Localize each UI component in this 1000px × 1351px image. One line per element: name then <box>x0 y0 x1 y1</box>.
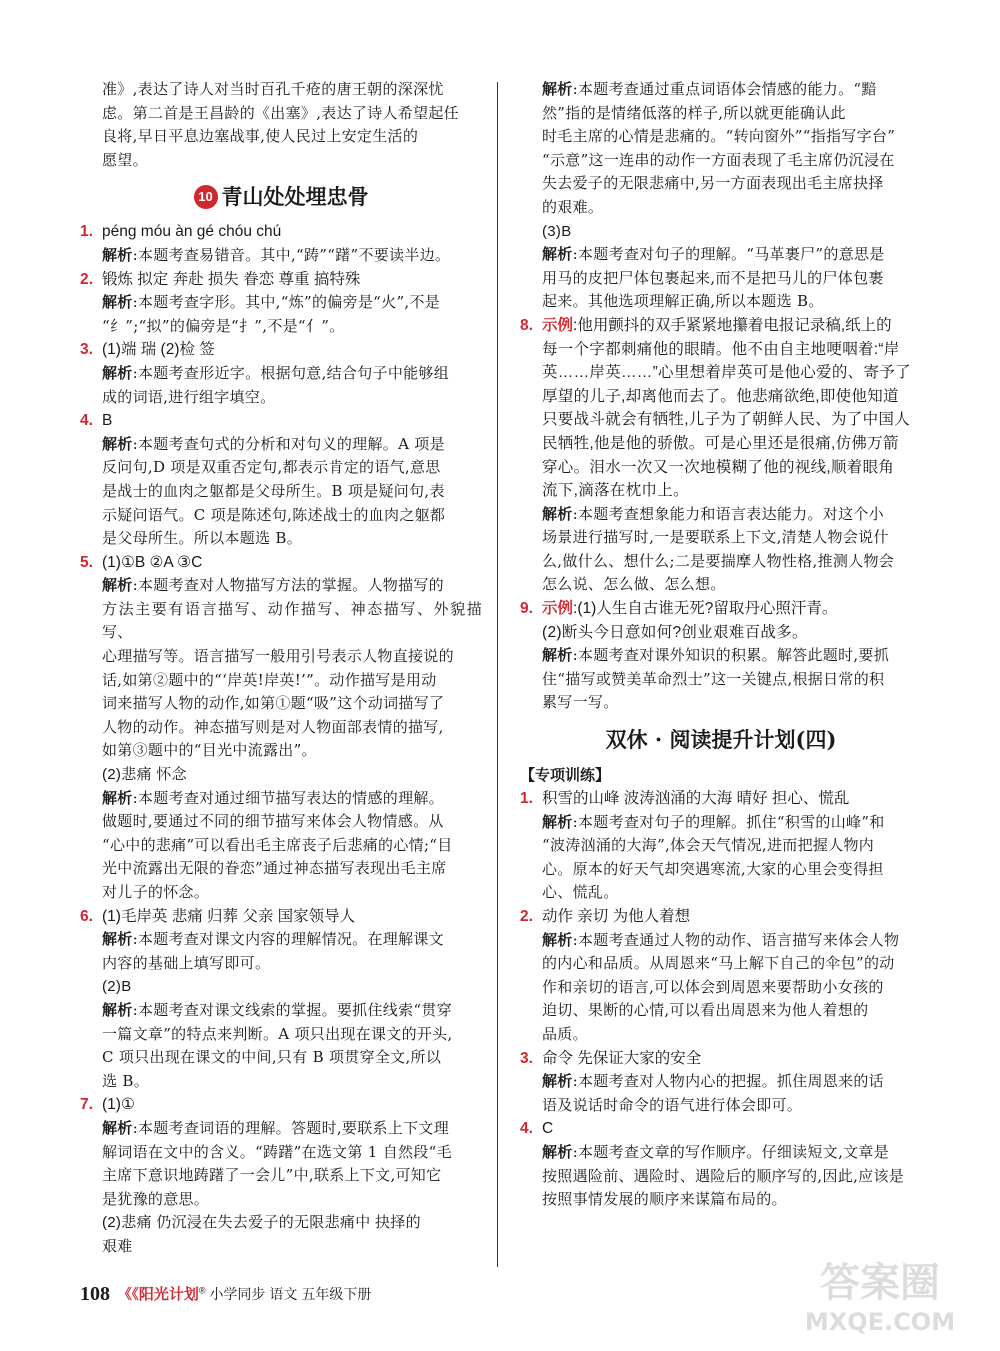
answer-item <box>520 1117 922 1141</box>
watermark-text: 答案圈 <box>820 1260 940 1306</box>
analysis-line: 按照遇险前、遇险时、遇险后的顺序写的,因此,应该是 <box>542 1166 905 1185</box>
analysis-line: 解词语在文中的含义。“踌躇”在选文第 1 自然段“毛 <box>102 1142 452 1161</box>
analysis-label: 解析 <box>102 245 133 264</box>
answer-text: :他用颤抖的双手紧紧地攥着电报记录稿,纸上的 <box>573 316 892 334</box>
lesson-number-badge: 10 <box>194 185 218 209</box>
analysis-label: 解析 <box>542 812 573 831</box>
question-number: 6. <box>80 907 93 925</box>
analysis: 解析:本题考查对通过细节描写表达的情感的理解。 <box>102 788 444 807</box>
analysis-line: 对儿子的怀念。 <box>102 883 210 901</box>
analysis-label: 解析 <box>542 1142 573 1161</box>
sub-answer: (2)悲痛 怀念 <box>102 766 187 784</box>
analysis-label: 解析 <box>542 504 573 523</box>
right-column <box>520 78 922 1212</box>
lesson-title: 青山处处埋忠骨 <box>221 184 369 210</box>
analysis-line: 内容的基础上填写即可。 <box>102 953 271 972</box>
sub-answer: (2)B <box>102 978 132 996</box>
watermark-logo <box>790 1250 970 1340</box>
analysis-line: 心。原本的好天气却突遇寒流,大家的心里会变得担 <box>542 859 884 878</box>
intro-line: 愿望。 <box>102 150 148 169</box>
analysis-line: 话,如第②题中的“‘岸英!岸英!’”。动作描写是用动 <box>102 670 437 689</box>
left-column <box>80 78 482 1259</box>
analysis-line: 迫切、果断的心情,可以看出周恩来为他人着想的 <box>542 1001 869 1020</box>
analysis-line: 用马的皮把尸体包裹起来,而不是把马儿的尸体包裹 <box>542 268 884 287</box>
intro-line: 虑。第二首是王昌龄的《出塞》,表达了诗人希望起任 <box>102 103 459 122</box>
answer-text: 锻炼 拟定 奔赴 损失 眷恋 尊重 搞特殊 <box>102 270 361 288</box>
analysis-label: 解析 <box>102 1118 133 1137</box>
question-number: 4. <box>520 1120 533 1138</box>
analysis-label: 解析 <box>542 245 573 264</box>
analysis-line: 失去爱子的无限悲痛中,另一方面表现出毛主席抉择 <box>542 174 884 193</box>
answer-text: C <box>542 1120 554 1138</box>
analysis-line: 光中流露出无限的眷恋”通过神态描写表现出毛主席 <box>102 859 447 878</box>
analysis-line: “波涛汹涌的大海”,体会天气情况,进而把握人物内 <box>542 836 875 855</box>
question-number: 7. <box>80 1096 93 1114</box>
analysis-label: 解析 <box>542 930 573 949</box>
answer-text: :(1)人生自古谁无死?留取丹心照汗青。 <box>573 600 838 618</box>
analysis-label: 解析 <box>102 293 133 312</box>
analysis-line: 成的词语,进行组字填空。 <box>102 387 276 406</box>
analysis-label: 解析 <box>542 1072 573 1091</box>
page-number: 108 <box>80 1283 110 1305</box>
column-divider <box>497 82 498 1267</box>
analysis: 解析:本题考查对人物内心的把握。抓住周恩来的话 <box>542 1072 884 1091</box>
analysis-line: 按照事情发展的顺序来谋篇布局的。 <box>542 1190 787 1209</box>
answer-item <box>80 1093 482 1117</box>
answer-item <box>520 597 922 621</box>
analysis-line: 起来。其他选项理解正确,所以本题选 B。 <box>542 292 824 311</box>
analysis-line: 么,做什么、想什么;二是要揣摩人物性格,推测人物会 <box>542 551 895 570</box>
answer-text: (1)① <box>102 1096 135 1114</box>
analysis-line: 示疑问语气。C 项是陈述句,陈述战士的血肉之躯都 <box>102 505 446 524</box>
page-footer <box>80 1283 371 1306</box>
analysis: 解析:本题考查通过人物的动作、语言描写来体会人物 <box>542 930 900 949</box>
sub-answer: (2)悲痛 仍沉浸在失去爱子的无限悲痛中 抉择的 <box>102 1214 421 1232</box>
answer-item <box>80 409 482 433</box>
answer-line: 每一个字都刺痛他的眼睛。他不由自主地哽咽着:“岸 <box>542 340 900 358</box>
analysis-line: 住“描写或赞美革命烈士”这一关键点,根据日常的积 <box>542 669 885 688</box>
analysis-line: 累写一写。 <box>542 693 619 712</box>
analysis-label: 解析 <box>102 576 133 595</box>
analysis-label: 解析 <box>542 646 573 665</box>
analysis-line: 然”指的是情绪低落的样子,所以就更能确认此 <box>542 103 846 122</box>
analysis: 解析:本题考查对课文线索的掌握。要抓住线索“贯穿 <box>102 1000 452 1019</box>
analysis-line: 心理描写等。语言描写一般用引号表示人物直接说的 <box>102 647 454 666</box>
analysis-label: 解析 <box>102 788 133 807</box>
sub-answer: 艰难 <box>102 1237 133 1255</box>
answer-item <box>80 551 482 575</box>
special-training-tag: 【专项训练】 <box>520 766 611 785</box>
answer-line: 只要战斗就会有牺牲,儿子为了朝鲜人民、为了中国人 <box>542 411 911 429</box>
answer-item <box>520 905 922 929</box>
question-number: 2. <box>520 908 533 925</box>
analysis-label: 解析 <box>102 930 133 949</box>
registered-mark: ® <box>198 1285 206 1296</box>
analysis-label: 解析 <box>542 80 573 98</box>
analysis: 解析:本题考查词语的理解。答题时,要联系上下文理 <box>102 1118 450 1137</box>
analysis-line: 如第③题中的“目光中流露出”。 <box>102 741 317 760</box>
analysis-line: 的艰难。 <box>542 197 604 216</box>
sub-answer: (3)B <box>542 222 572 240</box>
answer-item <box>520 787 922 811</box>
analysis-line: 方法主要有语言描写、动作描写、神态描写、外貌描写、 <box>102 599 482 642</box>
analysis-line: 心、慌乱。 <box>542 883 619 902</box>
question-number: 8. <box>520 316 533 334</box>
analysis-line: 反问句,D 项是双重否定句,都表示肯定的语气,意思 <box>102 458 441 477</box>
answer-item <box>80 338 482 362</box>
answer-item <box>520 314 922 338</box>
analysis: 解析:本题考查形近字。根据句意,结合句子中能够组 <box>102 363 450 382</box>
question-number: 5. <box>80 553 93 571</box>
answer-item <box>80 905 482 929</box>
answer-item <box>80 268 482 292</box>
example-label: 示例 <box>542 316 574 334</box>
analysis-line: 的内心和品质。从周恩来“马上解下自己的伞包”的动 <box>542 954 895 973</box>
analysis-line: 时毛主席的心情是悲痛的。“转向窗外”“指指写字台” <box>542 127 896 146</box>
answer-item <box>80 220 482 244</box>
answer-text: (1)毛岸英 悲痛 归葬 父亲 国家领导人 <box>102 907 356 925</box>
analysis-line: 语及说话时命令的语气进行体会即可。 <box>542 1095 803 1114</box>
analysis: 解析:本题考查对课文内容的理解情况。在理解课文 <box>102 930 444 949</box>
example-label: 示例 <box>542 600 574 618</box>
answer-line: 穿心。泪水一次又一次地模糊了他的视线,顺着眼角 <box>542 458 895 476</box>
brand-name: 阳光计划 <box>138 1286 199 1303</box>
section-title: 双休 · 阅读提升计划(四) <box>605 727 837 753</box>
analysis: 解析:本题考查字形。其中,“炼”的偏旁是“火”,不是 <box>102 293 441 312</box>
analysis: 解析:本题考查通过重点词语体会情感的能力。“黯 <box>542 80 877 98</box>
answer-line: 英……岸英……”心里想着岸英可是他心爱的、寄予了 <box>542 364 911 382</box>
answer-text: péng móu àn gé chóu chú <box>102 223 282 241</box>
analysis: 解析:本题考查易错音。其中,“踌”“躇”不要读半边。 <box>102 245 451 264</box>
analysis-line: “示意”这一连串的动作一方面表现了毛主席仍沉浸在 <box>542 150 895 169</box>
answer-text: (1)①B ②A ③C <box>102 553 203 571</box>
question-number: 3. <box>80 341 93 359</box>
answer-text: (1)端 瑞 (2)检 签 <box>102 341 215 359</box>
watermark-url: MXQE.COM <box>804 1308 956 1336</box>
analysis-line: 品质。 <box>542 1024 588 1043</box>
analysis: 解析:本题考查对句子的理解。抓住“积雪的山峰”和 <box>542 812 885 831</box>
analysis-line: 是战士的血肉之躯都是父母所生。B 项是疑问句,表 <box>102 481 445 500</box>
analysis-line: 主席下意识地踌躇了一会儿”中,联系上下文,可知它 <box>102 1166 442 1185</box>
question-number: 9. <box>520 600 533 618</box>
analysis: 解析:本题考查句式的分析和对句义的理解。A 项是 <box>102 434 445 453</box>
answer-line: 厚望的儿子,却离他而去了。他悲痛欲绝,即使他知道 <box>542 387 899 405</box>
analysis: 解析:本题考查对课外知识的积累。解答此题时,要抓 <box>542 646 890 665</box>
answer-text: 积雪的山峰 波涛汹涌的大海 晴好 担心、慌乱 <box>542 790 850 808</box>
analysis-line: 是父母所生。所以本题选 B。 <box>102 529 302 548</box>
analysis-line: 一篇文章”的特点来判断。A 项只出现在课文的开头, <box>102 1024 453 1043</box>
analysis-line: 做题时,要通过不同的细节描写来体会人物情感。从 <box>102 812 444 831</box>
brand-chevrons: 《《 <box>117 1286 139 1302</box>
intro-line: 准》,表达了诗人对当时百孔千疮的唐王朝的深深忧 <box>102 80 444 98</box>
analysis-line: C 项只出现在课文的中间,只有 B 项贯穿全文,所以 <box>102 1048 442 1067</box>
analysis-line: “纟”;“拟”的偏旁是“扌”,不是“亻”。 <box>102 316 345 335</box>
answer-text: 动作 亲切 为他人着想 <box>542 908 691 925</box>
question-number: 1. <box>80 223 93 241</box>
analysis-line: 是犹豫的意思。 <box>102 1189 210 1208</box>
analysis-line: 人物的动作。神态描写则是对人物面部表情的描写, <box>102 717 444 736</box>
answer-item <box>520 1047 922 1071</box>
answer-text: 命令 先保证大家的安全 <box>542 1049 702 1067</box>
question-number: 2. <box>80 270 93 288</box>
analysis-line: 怎么说、怎么做、怎么想。 <box>542 575 726 594</box>
question-number: 4. <box>80 412 93 430</box>
lesson-heading <box>80 176 482 218</box>
answer-text: B <box>102 412 113 430</box>
book-subtitle: 小学同步 语文 五年级下册 <box>209 1286 372 1302</box>
answer-line: 民牺牲,他是他的骄傲。可是心里还是很痛,仿佛万箭 <box>542 434 899 452</box>
analysis: 解析:本题考查对句子的理解。“马革裹尸”的意思是 <box>542 245 885 264</box>
analysis-line: 词来描写人物的动作,如第①题“吸”这个动词描写了 <box>102 694 445 713</box>
analysis-label: 解析 <box>102 434 133 453</box>
analysis: 解析:本题考查文章的写作顺序。仔细读短文,文章是 <box>542 1142 890 1161</box>
analysis-label: 解析 <box>102 363 133 382</box>
answer-line: 流下,滴落在枕巾上。 <box>542 482 689 500</box>
analysis-label: 解析 <box>102 1000 133 1019</box>
analysis-line: “心中的悲痛”可以看出毛主席丧子后悲痛的心情;“目 <box>102 835 453 854</box>
question-number: 3. <box>520 1049 533 1067</box>
analysis-line: 场景进行描写时,一是要联系上下文,清楚人物会说什 <box>542 528 889 547</box>
sub-answer: (2)断头今日意如何?创业艰难百战多。 <box>542 623 808 641</box>
analysis-line: 作和亲切的语言,可以体会到周恩来要帮助小女孩的 <box>542 977 884 996</box>
intro-line: 良将,早日平息边塞战事,使人民过上安定生活的 <box>102 127 419 146</box>
analysis: 解析:本题考查想象能力和语言表达能力。对这个小 <box>542 504 884 523</box>
analysis: 解析:本题考查对人物描写方法的掌握。人物描写的 <box>102 576 444 595</box>
question-number: 1. <box>520 790 533 808</box>
analysis-line: 选 B。 <box>102 1071 149 1090</box>
